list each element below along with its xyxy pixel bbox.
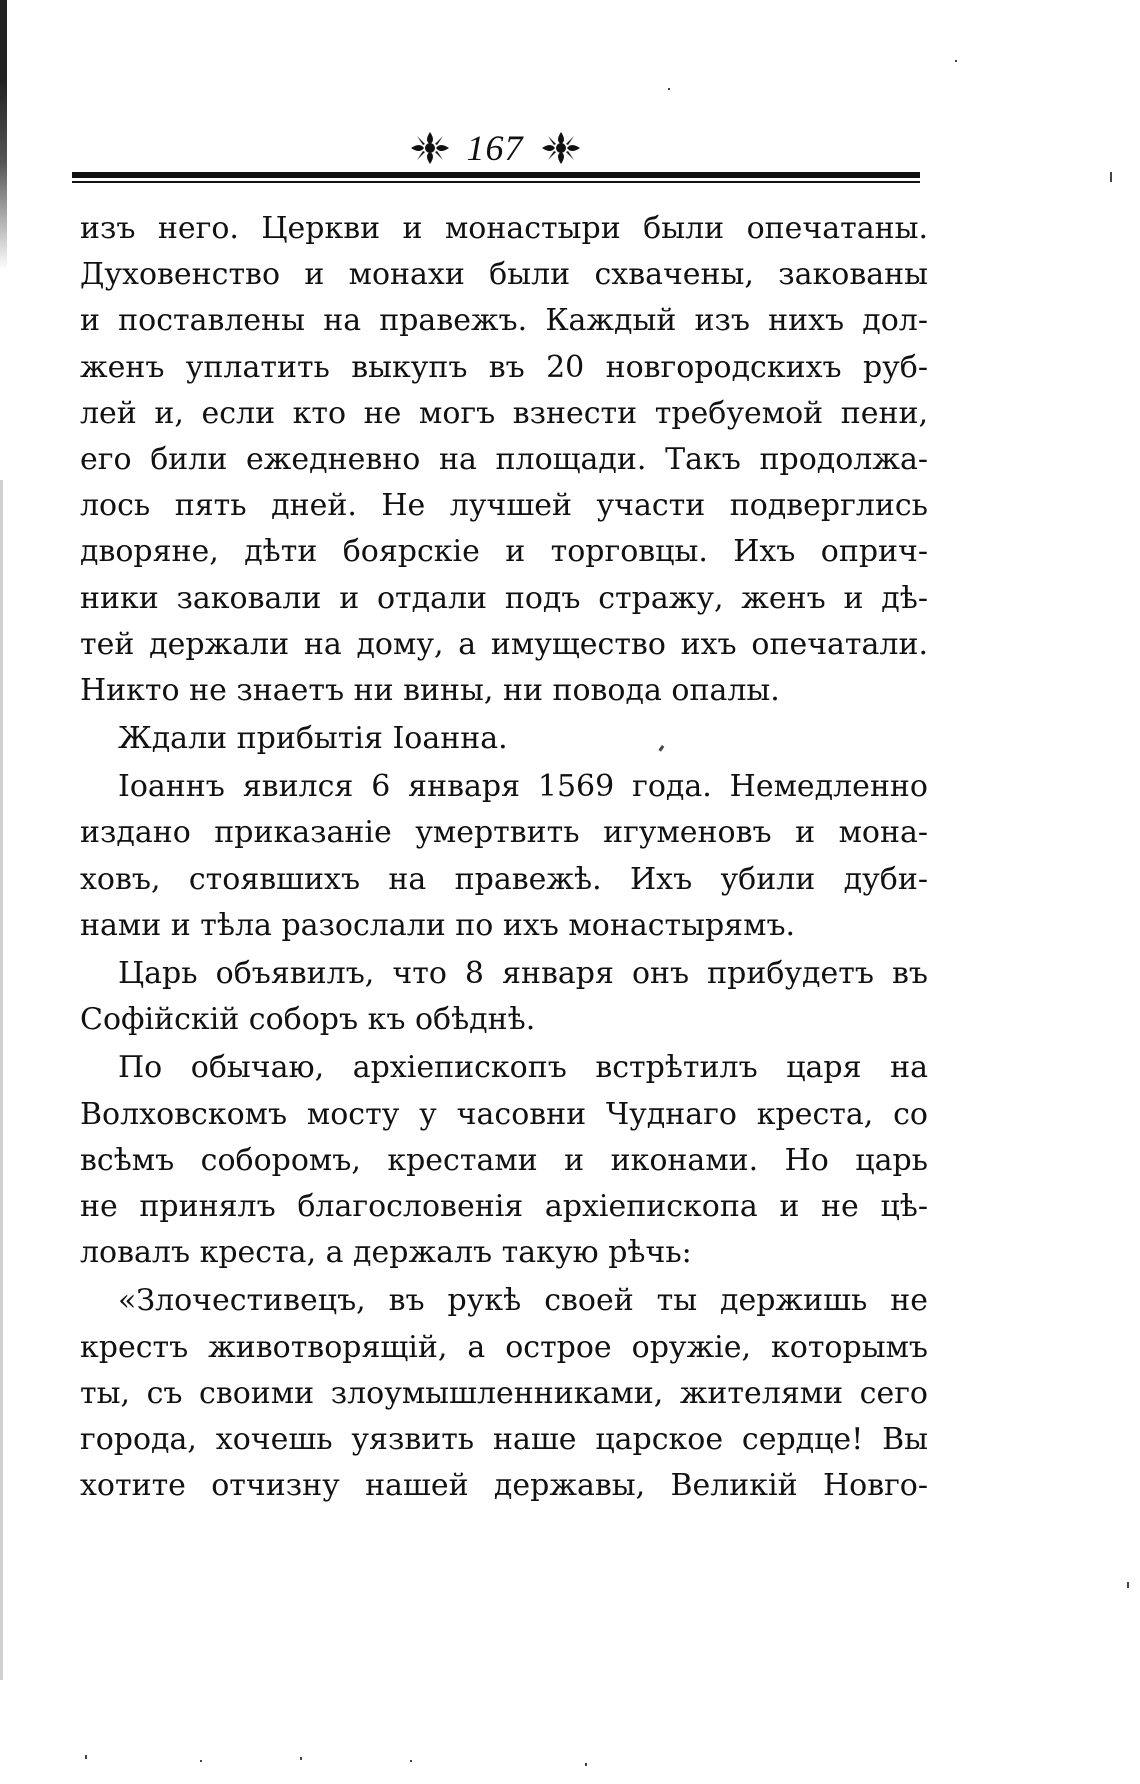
text-line: его били ежедневно на площади. Такъ продолжа- [80, 441, 928, 477]
text-line: Іоаннъ явился 6 января 1569 года. Немедленно [118, 769, 928, 805]
text-line: хотите отчизну нашей державы, Великій Новго- [80, 1468, 928, 1504]
text-line: ховъ, стоявшихъ на правежѣ. Ихъ убили дуби- [80, 861, 928, 897]
page-number: 167 [466, 128, 524, 168]
text-line: Волховскомъ мосту у часовни Чуднаго креста, со [80, 1096, 928, 1132]
text-line: лось пять дней. Не лучшей участи подверглись [80, 488, 928, 524]
text-line: ты, съ своими злоумышленниками, жителями сего [80, 1375, 928, 1411]
text-line: ники заковали и отдали подъ стражу, женъ и дѣ- [80, 580, 928, 616]
text-line: дворяне, дѣти боярскіе и торговцы. Ихъ оприч- [80, 534, 928, 570]
text-line: всѣмъ соборомъ, крестами и иконами. Но царь [80, 1142, 928, 1178]
text-line: тей держали на дому, а имущество ихъ опечатали. [80, 626, 928, 662]
text-line: издано приказаніе умертвить игуменовъ и мона- [80, 815, 928, 851]
text-line: Никто не знаетъ ни вины, ни повода опалы. [80, 672, 780, 708]
text-line: ловалъ креста, а держалъ такую рѣчь: [80, 1235, 692, 1271]
text-line: лей и, если кто не могъ взнести требуемой пени, [80, 395, 928, 431]
text-line: не принялъ благословенія архіепископа и не цѣ- [80, 1188, 928, 1224]
text-line: нами и тѣла разослали по ихъ монастырямъ. [80, 907, 796, 943]
text-line: крестъ животворящій, а острое оружіе, которымъ [80, 1329, 928, 1365]
text-line: женъ уплатить выкупъ въ 20 новгородскихъ руб- [80, 349, 928, 385]
text-line: По обычаю, архіепископъ встрѣтилъ царя на [118, 1050, 928, 1086]
text-line: Ждали прибытія Іоанна. [118, 721, 508, 757]
text-line: Царь объявилъ, что 8 января онъ прибудетъ въ [118, 956, 928, 991]
text-line: и поставлены на правежъ. Каждый изъ нихъ дол- [80, 303, 928, 339]
text-line: Софійскій соборъ къ обѣднѣ. [80, 1002, 536, 1038]
text-line: изъ него. Церкви и монастыри были опечатаны. [80, 211, 928, 246]
text-line: города, хочешь уязвить наше царское сердце! Вы [80, 1421, 928, 1457]
text-line: «Злочестивецъ, въ рукѣ своей ты держишь не [118, 1283, 928, 1319]
text-line: Духовенство и монахи были схвачены, закованы [80, 257, 928, 293]
